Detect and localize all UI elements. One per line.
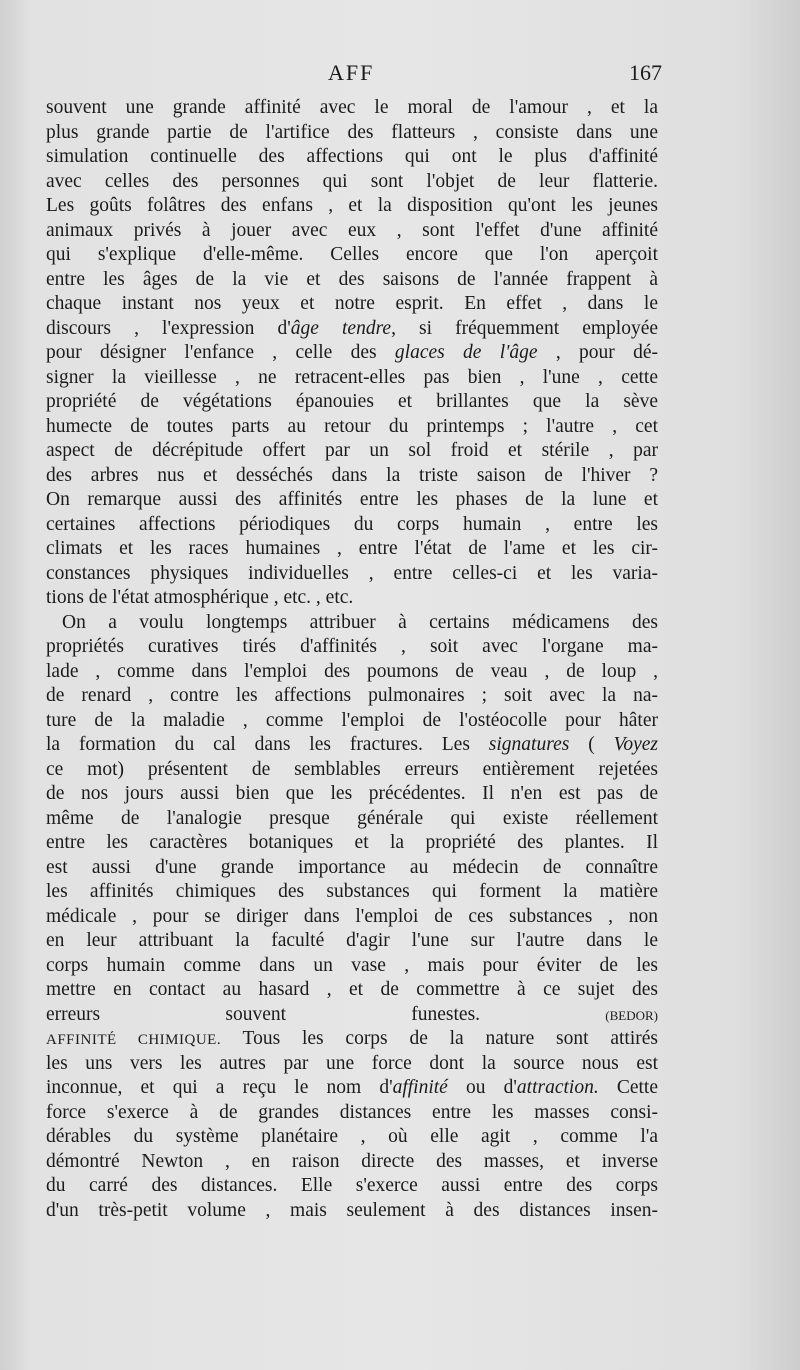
italic-term: affinité: [392, 1077, 448, 1098]
text-run: médicale , pour se diriger dans l'emploi de ces substances , non: [46, 905, 658, 927]
text-line: [46, 488, 658, 513]
text-run: démontré Newton , en raison directe des masses, et inverse: [46, 1150, 658, 1172]
text-run: constances physiques individuelles , entre celles-ci et les varia-: [46, 562, 658, 584]
text-line: [46, 145, 658, 170]
text-line: [46, 243, 658, 268]
text-run: de nos jours aussi bien que les précédentes. Il n'en est pas de: [46, 783, 658, 804]
page-number: 167: [629, 60, 662, 85]
text-run: des arbres nus et desséchés dans la triste saison de l'hiver ?: [46, 464, 658, 486]
text-run: dérables du système planétaire , où elle agit , comme l'a: [46, 1126, 658, 1147]
text-line: [46, 758, 658, 783]
text-run: la formation du cal dans les fractures. Les: [46, 734, 489, 755]
text-run: Cette: [598, 1077, 659, 1098]
italic-term: âge tendre: [290, 317, 392, 339]
text-run: avec celles des personnes qui sont l'objet de leur flatterie.: [46, 170, 658, 192]
text-run: propriétés curatives tirés d'affinités , soit avec l'organe ma-: [46, 636, 658, 657]
text-run: ce mot) présentent de semblables erreurs entièrement rejetées: [46, 758, 658, 780]
text-run: , pour dé-: [537, 342, 658, 363]
italic-term: attraction.: [516, 1077, 599, 1098]
text-line: [46, 390, 658, 415]
italic-term: glaces de l'âge: [394, 342, 538, 363]
text-line: [46, 219, 658, 244]
text-run: signer la vieillesse , ne retracent-elles pas bien , l'une , cette: [46, 366, 658, 388]
author-signature: (BEDOR): [605, 1007, 658, 1023]
text-line: [46, 807, 658, 832]
text-line: [46, 121, 658, 146]
text-line: [46, 513, 658, 538]
text-line: [46, 292, 658, 317]
text-run: certaines affections périodiques du corps humain , entre les: [46, 513, 658, 535]
text-run: est aussi d'une grande importance au médecin de connaître: [46, 856, 658, 878]
text-run: lade , comme dans l'emploi des poumons de veau , de loup ,: [46, 660, 658, 682]
text-line: [46, 194, 658, 219]
text-run: inconnue, et qui a reçu le nom d': [46, 1077, 393, 1098]
text-line: [46, 1003, 658, 1028]
text-run: entre les âges de la vie et des saisons de l'année frappent à: [46, 268, 658, 290]
text-line: [46, 831, 658, 856]
text-line: [46, 170, 658, 195]
text-run: d'un très-petit volume , mais seulement à des distances insen-: [46, 1199, 658, 1221]
text-run: On a voulu longtemps attribuer à certains médicamens des: [62, 611, 658, 633]
text-run: discours , l'expression d': [46, 317, 291, 339]
text-run: plus grande partie de l'artifice des flatteurs , consiste dans une: [46, 121, 658, 143]
text-line: [46, 709, 658, 734]
text-run: corps humain comme dans un vase , mais pour éviter de les: [46, 954, 658, 976]
text-line: [46, 464, 658, 489]
text-line: [46, 954, 658, 979]
text-run: (: [569, 734, 614, 755]
text-line: [46, 880, 658, 905]
text-line: [46, 268, 658, 293]
text-line: [46, 1027, 658, 1052]
text-line: [46, 96, 658, 121]
text-line: [46, 366, 658, 391]
text-line: [46, 1150, 658, 1175]
text-line: [46, 562, 658, 587]
text-run: animaux privés à jouer avec eux , sont l'effet d'une affinité: [46, 219, 658, 241]
text-line: [46, 635, 658, 660]
italic-term: signatures: [488, 734, 570, 755]
italic-term: Voyez: [613, 734, 658, 755]
text-run: climats et les races humaines , entre l'état de l'ame et les cir-: [46, 538, 658, 559]
body-text: [46, 96, 658, 1223]
text-line: [46, 537, 658, 562]
text-line: [46, 1076, 658, 1101]
text-run: humecte de toutes parts au retour du printemps ; l'autre , cet: [46, 415, 658, 437]
text-run: On remarque aussi des affinités entre les phases de la lune et: [46, 489, 658, 510]
text-run: Tous les corps de la nature sont attirés: [221, 1028, 658, 1049]
text-run: qui s'explique d'elle-même. Celles encore que l'on aperçoit: [46, 244, 658, 265]
text-run: propriété de végétations épanouies et brillantes que la sève: [46, 391, 658, 412]
text-line: [46, 929, 658, 954]
text-line: [46, 586, 658, 611]
text-line: [46, 1101, 658, 1126]
text-line: [46, 1174, 658, 1199]
text-run: aspect de décrépitude offert par un sol froid et stérile , par: [46, 440, 658, 461]
text-run: force s'exerce à de grandes distances entre les masses consi-: [46, 1101, 658, 1123]
text-line: [46, 439, 658, 464]
text-line: [46, 415, 658, 440]
text-line: [46, 733, 658, 758]
text-run: les uns vers les autres par une force dont la source nous est: [46, 1052, 658, 1074]
text-run: Les goûts folâtres des enfans , et la disposition qu'ont les jeunes: [46, 195, 658, 216]
text-run: du carré des distances. Elle s'exerce aussi entre des corps: [46, 1175, 658, 1196]
text-run: , si fréquemment employée: [391, 317, 659, 339]
text-line: [46, 317, 658, 342]
text-run: pour désigner l'enfance , celle des: [46, 342, 395, 363]
text-line: [46, 905, 658, 930]
text-run: en leur attribuant la faculté d'agir l'une sur l'autre dans le: [46, 930, 658, 951]
text-run: ture de la maladie , comme l'emploi de l'ostéocolle pour hâter: [46, 709, 658, 731]
text-run: entre les caractères botaniques et la propriété des plantes. Il: [46, 832, 658, 853]
text-line: [46, 660, 658, 685]
text-run: ou d': [447, 1077, 517, 1098]
text-run: erreurs souvent funestes.: [46, 1003, 481, 1025]
text-run: simulation continuelle des affections qui ont le plus d'affinité: [46, 146, 658, 167]
text-run: souvent une grande affinité avec le moral de l'amour , et la: [46, 97, 658, 118]
text-line: [46, 611, 658, 636]
text-line: [46, 782, 658, 807]
page-header: [48, 60, 662, 96]
text-run: mettre en contact au hasard , et de commettre à ce sujet des: [46, 979, 658, 1000]
text-line: [46, 341, 658, 366]
text-line: [46, 1199, 658, 1224]
text-run: tions de l'état atmosphérique , etc. , etc.: [46, 587, 354, 608]
text-line: [46, 1125, 658, 1150]
text-run: chaque instant nos yeux et notre esprit. En effet , dans le: [46, 293, 658, 314]
running-head: AFF: [328, 60, 375, 85]
text-line: [46, 978, 658, 1003]
text-line: [46, 684, 658, 709]
entry-heading: AFFINITÉ CHIMIQUE.: [46, 1032, 222, 1048]
text-line: [46, 856, 658, 881]
text-run: les affinités chimiques des substances qui forment la matière: [46, 881, 658, 902]
text-line: [46, 1052, 658, 1077]
text-run: de renard , contre les affections pulmonaires ; soit avec la na-: [46, 685, 658, 706]
text-run: même de l'analogie presque générale qui existe réellement: [46, 807, 658, 829]
